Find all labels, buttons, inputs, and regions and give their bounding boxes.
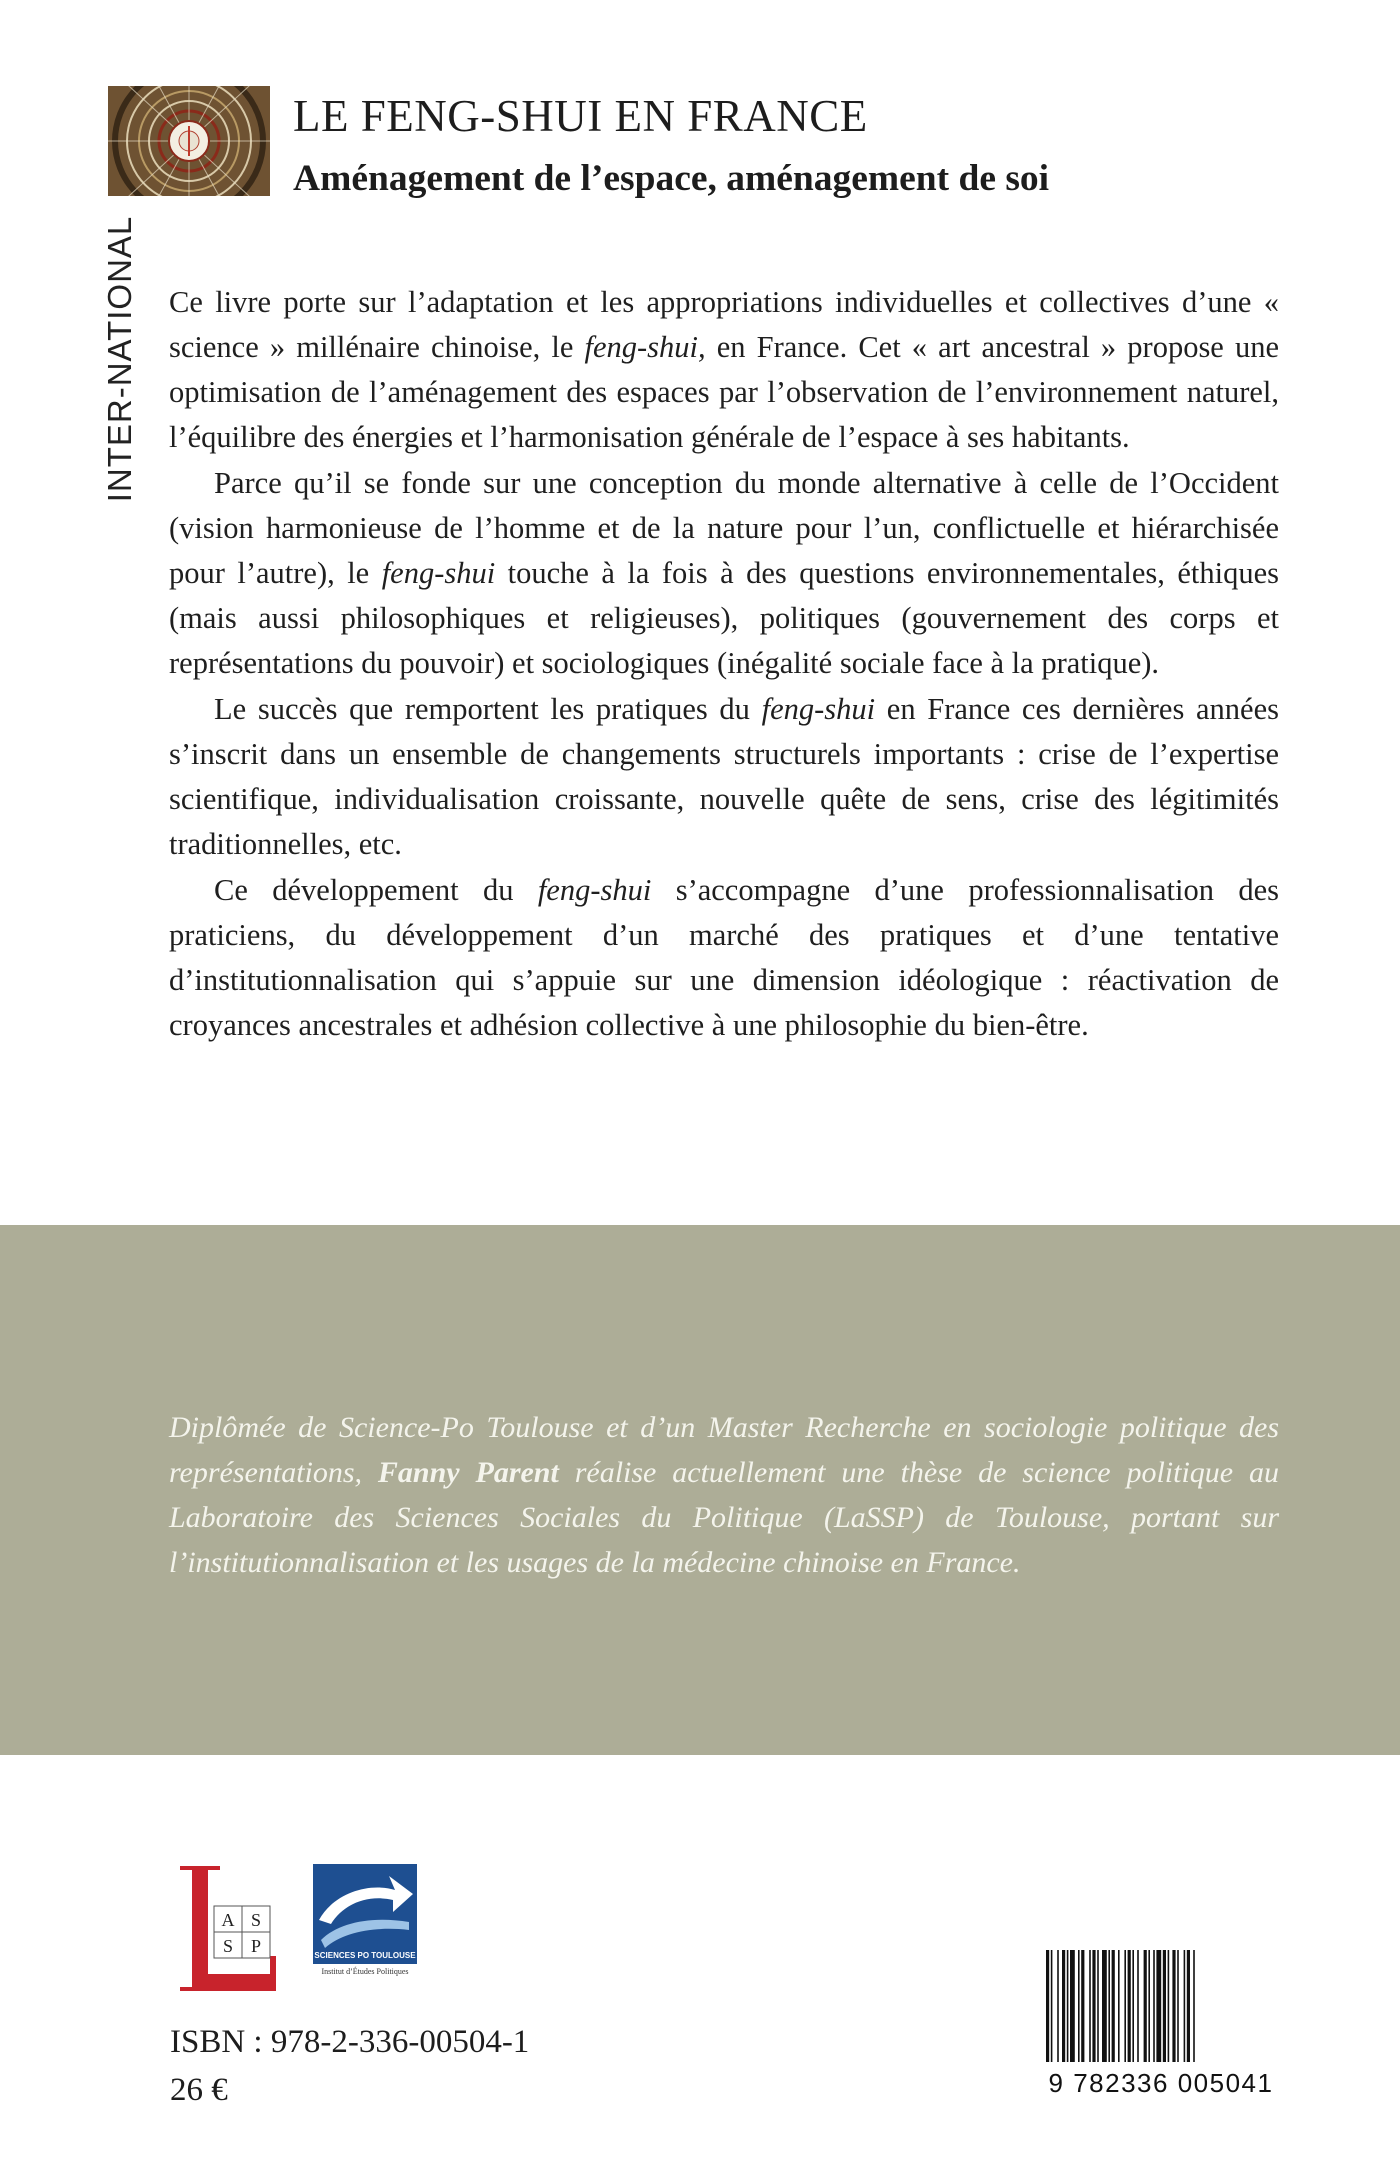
barcode-bar: [1118, 1950, 1120, 2062]
sciences-po-subcaption: Institut d’Études Politiques: [321, 1967, 409, 1976]
barcode-bar: [1144, 1950, 1147, 2062]
lassp-letter: P: [250, 1936, 262, 1956]
barcode-bar: [1124, 1950, 1126, 2062]
barcode-bar: [1128, 1950, 1131, 2062]
barcode-bar: [1070, 1950, 1075, 2062]
barcode-bar: [1102, 1950, 1107, 2062]
barcode: [1044, 1950, 1284, 2065]
blurb-paragraph: Le succès que remportent les pratiques du feng-shui en France ces dernières années s’inscrit dans un ensemble de changements structurels importants : crise de l’expertise scientifique, individualisation croissante, nouvelle quête de sens, crise des légitimités traditionnelles, etc.: [169, 692, 1279, 861]
barcode-bar: [1132, 1950, 1134, 2062]
blurb-paragraph: Ce développement du feng-shui s’accompagne d’une professionnalisation des praticiens, du développement d’un marché des pratiques et d’une tentative d’institutionnalisation qui s’appuie sur une dimension idéologique : réactivation de croyances ancestrales et adhésion collective à une philosophie du bien-être.: [169, 873, 1279, 1042]
barcode-bar: [1137, 1950, 1139, 2062]
lassp-letter: A: [221, 1910, 235, 1930]
barcode-bar: [1193, 1950, 1195, 2062]
barcode-bar: [1153, 1950, 1155, 2062]
barcode-bar: [1097, 1950, 1099, 2062]
sciences-po-logo: [313, 1864, 417, 1992]
blurb-paragraph: Parce qu’il se fonde sur une conception du monde alternative à celle de l’Occident (vision harmonieuse de l’homme et de la nature pour l’un, conflictuelle et hiérarchisée pour l’autre), le feng-shui touche à la fois à des questions environnementales, éthiques (mais aussi philosophiques et religieuses), politiques (gouvernement des corps et représentations du pouvoir) et sociologiques (inégalité sociale face à la pratique).: [169, 466, 1280, 680]
barcode-number: 9 782336 005041: [1048, 2068, 1274, 2098]
series-label-text: INTER-NATIONAL: [101, 215, 138, 503]
barcode-bar: [1163, 1950, 1166, 2062]
barcode-bar: [1172, 1950, 1175, 2062]
barcode-bar: [1062, 1950, 1065, 2062]
barcode-bar: [1168, 1950, 1170, 2062]
barcode-bar: [1092, 1950, 1095, 2062]
book-title: LE FENG-SHUI EN FRANCE: [293, 91, 868, 141]
barcode-bar: [1184, 1950, 1186, 2062]
barcode-bar: [1156, 1950, 1161, 2062]
barcode-bar: [1089, 1950, 1091, 2062]
author-bio: Diplômée de Science-Po Toulouse et d’un Master Recherche en sociologie politique des représentations, Fanny Parent réalise actuellement une thèse de science politique au Laboratoire des Sciences Sociales du Politique (LaSSP) de Toulouse, portant sur l’institutionnalisation et les usages de la médecine chinoise en France.: [169, 1411, 1279, 1579]
barcode-bar: [1177, 1950, 1179, 2062]
barcode-bar: [1187, 1950, 1190, 2062]
barcode-bar: [1148, 1950, 1150, 2062]
barcode-bar: [1078, 1950, 1080, 2062]
lassp-letter: S: [250, 1910, 262, 1930]
author-name: Fanny Parent: [377, 1456, 559, 1489]
lassp-logo: [170, 1866, 282, 1991]
isbn: ISBN : 978-2-336-00504-1: [170, 2024, 530, 2060]
barcode-bar: [1057, 1950, 1059, 2062]
barcode-bar: [1051, 1950, 1053, 2062]
lassp-letter: S: [222, 1936, 234, 1956]
blurb: [169, 280, 1279, 1049]
book-subtitle: Aménagement de l’espace, aménagement de soi: [293, 158, 1050, 199]
barcode-bar: [1112, 1950, 1115, 2062]
barcode-bar: [1067, 1950, 1069, 2062]
barcode-bar: [1046, 1950, 1049, 2062]
barcode-bar: [1081, 1950, 1084, 2062]
price: 26 €: [170, 2072, 228, 2108]
compass-image: [108, 86, 270, 196]
blurb-paragraph: Ce livre porte sur l’adaptation et les appropriations individuelles et collectives d’une « science » millénaire chinoise, le feng-shui, en France. Cet « art ancestral » propose une optimisation de l’aménagement des espaces par l’observation de l’environnement naturel, l’équilibre des énergies et l’harmonisation générale de l’espace à ses habitants.: [169, 285, 1279, 454]
series-label: [98, 214, 142, 504]
sciences-po-caption: SCIENCES PO TOULOUSE: [314, 1951, 416, 1960]
barcode-bar: [1108, 1950, 1110, 2062]
